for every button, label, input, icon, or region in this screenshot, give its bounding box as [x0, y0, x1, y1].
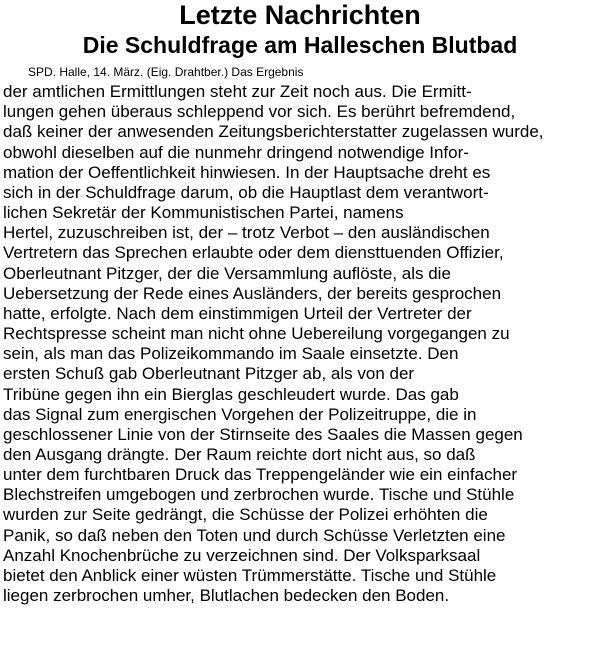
article-line: lungen gehen überaus schleppend vor sich. Es berührt befremdend,: [3, 102, 516, 122]
article-line: Tribüne gegen ihn ein Bierglas geschleudert wurde. Das gab: [3, 384, 459, 404]
article-line: Hertel, zuzuschreiben ist, der – trotz Verbot – den ausländischen: [3, 223, 490, 243]
article-line: mation der Oeffentlichkeit hinwiesen. In der Hauptsache dreht es: [3, 162, 491, 182]
article-line: lichen Sekretär der Kommunistischen Partei, namens: [3, 203, 404, 223]
article-line: SPD. Halle, 14. März. (Eig. Drahtber.) Das Ergebnis: [28, 65, 304, 79]
article-line: hatte, erfolgte. Nach dem einstimmigen Urteil der Vertreter der: [3, 303, 472, 323]
article-line: daß keiner der anwesenden Zeitungsberichterstatter zugelassen wurde,: [3, 122, 544, 142]
article-line: wurden zur Seite gedrängt, die Schüsse der Polizei erhöhten die: [3, 505, 488, 525]
article-line: obwohl dieselben auf die nunmehr dringend notwendige Infor-: [3, 142, 469, 162]
article-line: bietet den Anblick einer wüsten Trümmerstätte. Tische und Stühle: [3, 565, 497, 585]
article-line: Panik, so daß neben den Toten und durch Schüsse Verletzten eine: [3, 525, 506, 545]
article-line: der amtlichen Ermittlungen steht zur Zeit noch aus. Die Ermitt-: [3, 82, 472, 102]
article-line: Oberleutnant Pitzger, der die Versammlung auflöste, als die: [3, 263, 451, 283]
article-line: ersten Schuß gab Oberleutnant Pitzger ab, als von der: [3, 364, 415, 384]
subheadline: Die Schuldfrage am Halleschen Blutbad: [82, 32, 518, 58]
article-line: sein, als man das Polizeikommando im Saale einsetzte. Den: [3, 344, 459, 364]
article-line: Uebersetzung der Rede eines Ausländers, der bereits gesprochen: [3, 283, 502, 303]
article-line: Anzahl Knochenbrüche zu verzeichnen sind. Der Volksparksaal: [3, 545, 481, 565]
article-line: das Signal zum energischen Vorgehen der Polizeitruppe, die in: [3, 404, 477, 424]
article-line: den Ausgang drängte. Der Raum reichte dort nicht aus, so daß: [3, 444, 476, 464]
headline: Letzte Nachrichten: [179, 0, 421, 30]
article-line: unter dem furchtbaren Druck das Treppengeländer wie ein einfacher: [3, 465, 518, 485]
article-body: [0, 62, 600, 606]
article-line: liegen zerbrochen umher, Blutlachen bedecken den Boden.: [3, 586, 450, 606]
article-line: Blechstreifen umgebogen und zerbrochen wurde. Tische und Stühle: [3, 485, 515, 505]
article-line: Rechtspresse scheint man nicht ohne Uebereilung vorgegangen zu: [3, 324, 510, 344]
article-line: Vertretern das Sprechen erlaubte oder dem diensttuenden Offizier,: [3, 243, 504, 263]
article-line: geschlossener Linie von der Stirnseite des Saales die Massen gegen: [3, 424, 523, 444]
article-line: sich in der Schuldfrage darum, ob die Hauptlast dem verantwort-: [3, 182, 489, 202]
